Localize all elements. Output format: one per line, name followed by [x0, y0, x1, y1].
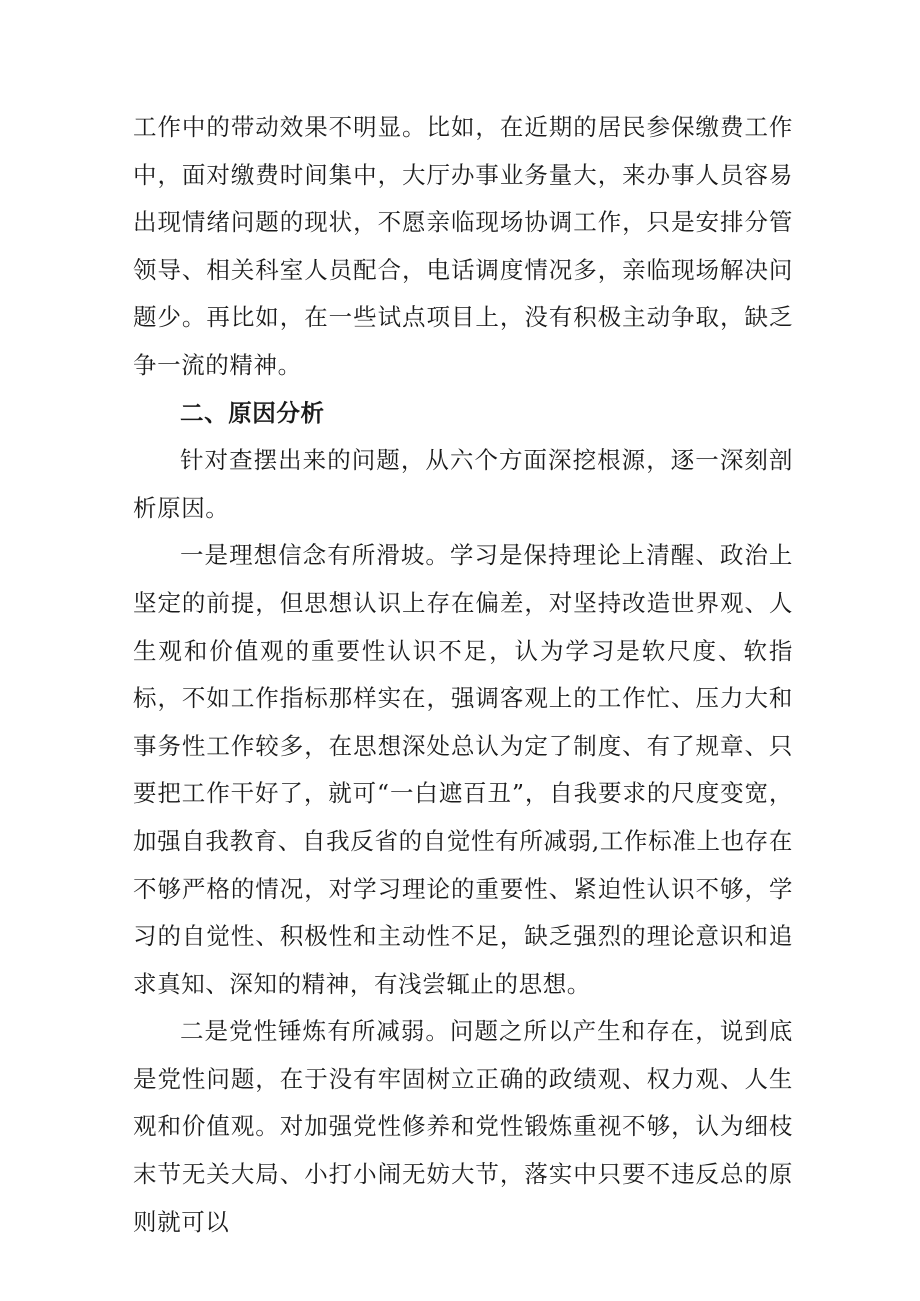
paragraph-cause-intro: 针对查摆出来的问题，从六个方面深挖根源，逐一深刻剖析原因。	[133, 446, 793, 522]
paragraph-ideals-beliefs: 一是理想信念有所滑坡。学习是保持理论上清醒、政治上坚定的前提，但思想认识上存在偏差，对坚持改造世界观、人生观和价值观的重要性认识不足，认为学习是软尺度、软指标，不如工作指标那样实在，强调客观上的工作忙、压力大和事务性工作较多，在思想深处总认为定了制度、有了规章、只要把工作干好了，就可“一白遮百丑”，自我要求的尺度变宽，加强自我教育、自我反省的自觉性有所减弱,工作标准上也存在不够严格的情况，对学习理论的重要性、紧迫性认识不够，学习的自觉性、积极性和主动性不足，缺乏强烈的理论意识和追求真知、深知的精神，有浅尝辄止的思想。	[133, 541, 793, 998]
section-heading-cause-analysis: 二、原因分析	[180, 398, 325, 427]
paragraph-party-spirit: 二是党性锤炼有所减弱。问题之所以产生和存在，说到底是党性问题，在于没有牢固树立正确的政绩观、权力观、人生观和价值观。对加强党性修养和党性锻炼重视不够，认为细枝末节无关大局、小打小闹无妨大节，落实中只要不违反总的原则就可以	[133, 1017, 793, 1236]
document-body	[133, 104, 793, 1246]
paragraph-problem-example: 工作中的带动效果不明显。比如，在近期的居民参保缴费工作中，面对缴费时间集中，大厅办事业务量大，来办事人员容易出现情绪问题的现状，不愿亲临现场协调工作，只是安排分管领导、相关科室人员配合，电话调度情况多，亲临现场解决问题少。再比如，在一些试点项目上，没有积极主动争取，缺乏争一流的精神。	[133, 113, 793, 379]
